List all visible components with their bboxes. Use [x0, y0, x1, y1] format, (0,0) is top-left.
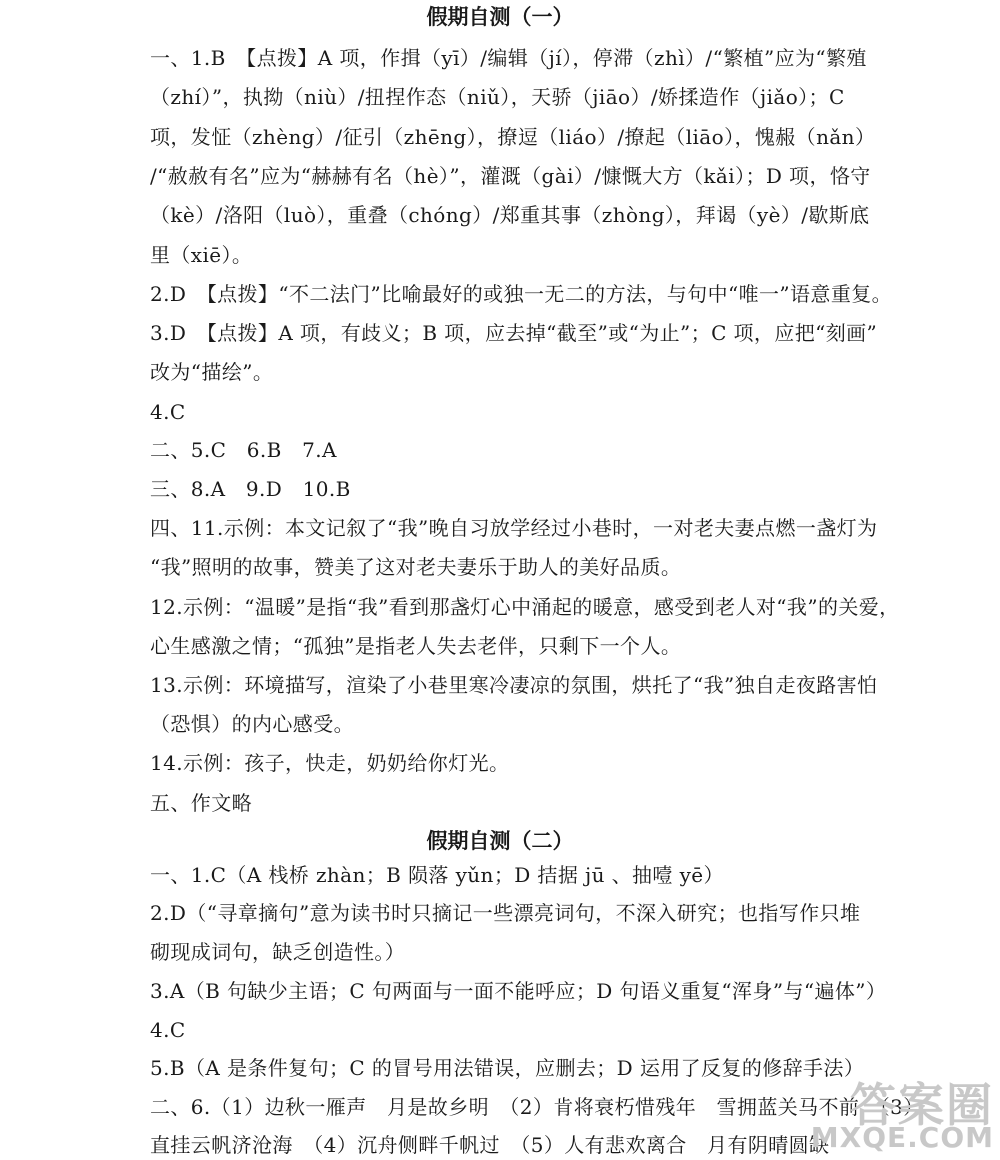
section-2-line-6: 5.B（A 是条件复句；C 的冒号用法错误，应删去；D 运用了反复的修辞手法） [150, 1056, 865, 1080]
section-2-title: 假期自测（二） [426, 828, 574, 853]
section-1-line-14: “我”照明的故事，赞美了这对老夫妻乐于助人的美好品质。 [150, 555, 682, 579]
watermark-url-text: MXQE.COM [810, 1121, 994, 1154]
section-1-line-5: （kè）/洛阳（luò），重叠（chóng）/郑重其事（zhòng），拜谒（yè）/歇斯底 [150, 203, 870, 227]
section-2-line-4: 3.A（B 句缺少主语；C 句两面与一面不能呼应；D 句语义重复“浑身”与“遍体”） [150, 979, 887, 1003]
section-1-line-3: 项，发怔（zhèng）/征引（zhēng），撩逗（liáo）/撩起（liāo），愧赧（nǎn） [150, 125, 876, 149]
section-1-title: 假期自测（一） [426, 4, 574, 29]
site-watermark [810, 1078, 994, 1154]
section-1-line-16: 心生感激之情；“孤独”是指老人失去老伴，只剩下一个人。 [150, 634, 682, 658]
section-2-line-3: 砌现成词句，缺乏创造性。） [150, 940, 406, 964]
section-1-line-18: （恐惧）的内心感受。 [150, 712, 354, 736]
section-2-line-5: 4.C [150, 1018, 186, 1042]
section-1-line-8: 3.D 【点拨】A 项，有歧义；B 项，应去掉“截至”或“为止”；C 项，应把“刻画” [150, 321, 878, 345]
section-1-line-6: 里（xiē）。 [150, 243, 253, 267]
section-1-line-1: 一、1.B 【点拨】A 项，作揖（yī）/编辑（jí），停滞（zhì）/“繁植”应为“繁殖 [150, 46, 867, 70]
section-1-line-17: 13.示例：环境描写，渲染了小巷里寒冷凄凉的氛围，烘托了“我”独自走夜路害怕 [150, 673, 878, 697]
watermark-logo-text: 答案圈 [850, 1078, 994, 1132]
section-1-line-2: （zhí）”，执拗（niù）/扭捏作态（niǔ），天骄（jiāo）/娇揉造作（jiǎo）；C [150, 85, 845, 109]
section-1-line-15: 12.示例：“温暖”是指“我”看到那盏灯心中涌起的暖意，感受到老人对“我”的关爱， [150, 595, 900, 619]
section-1-line-7: 2.D 【点拨】“不二法门”比喻最好的或独一无二的方法，与句中“唯一”语意重复。 [150, 282, 893, 306]
section-1-line-12: 三、8.A 9.D 10.B [150, 477, 351, 501]
section-1-line-13: 四、11.示例：本文记叙了“我”晚自习放学经过小巷时，一对老夫妻点燃一盏灯为 [150, 516, 878, 540]
section-2-line-8: 直挂云帆济沧海 （4）沉舟侧畔千帆过 （5）人有悲欢离合 月有阴晴圆缺 [150, 1133, 830, 1157]
section-2-line-2: 2.D（“寻章摘句”意为读书时只摘记一些漂亮词句，不深入研究；也指写作只堆 [150, 901, 861, 925]
section-2-line-7: 二、6.（1）边秋一雁声 月是故乡明 （2）肯将衰朽惜残年 雪拥蓝关马不前 （3） [150, 1095, 924, 1119]
section-1-line-4: /“赦赦有名”应为“赫赫有名（hè）”，灌溉（gài）/慷慨大方（kǎi）；D 项，恪守 [150, 164, 871, 188]
section-1-line-20: 五、作文略 [150, 791, 252, 815]
section-1-line-11: 二、5.C 6.B 7.A [150, 438, 337, 462]
section-1-line-19: 14.示例：孩子，快走，奶奶给你灯光。 [150, 751, 510, 775]
section-1-line-9: 改为“描绘”。 [150, 360, 274, 384]
section-1-line-10: 4.C [150, 400, 186, 424]
section-2-line-1: 一、1.C（A 栈桥 zhàn；B 陨落 yǔn；D 拮据 jū 、抽噎 yē） [150, 863, 724, 887]
